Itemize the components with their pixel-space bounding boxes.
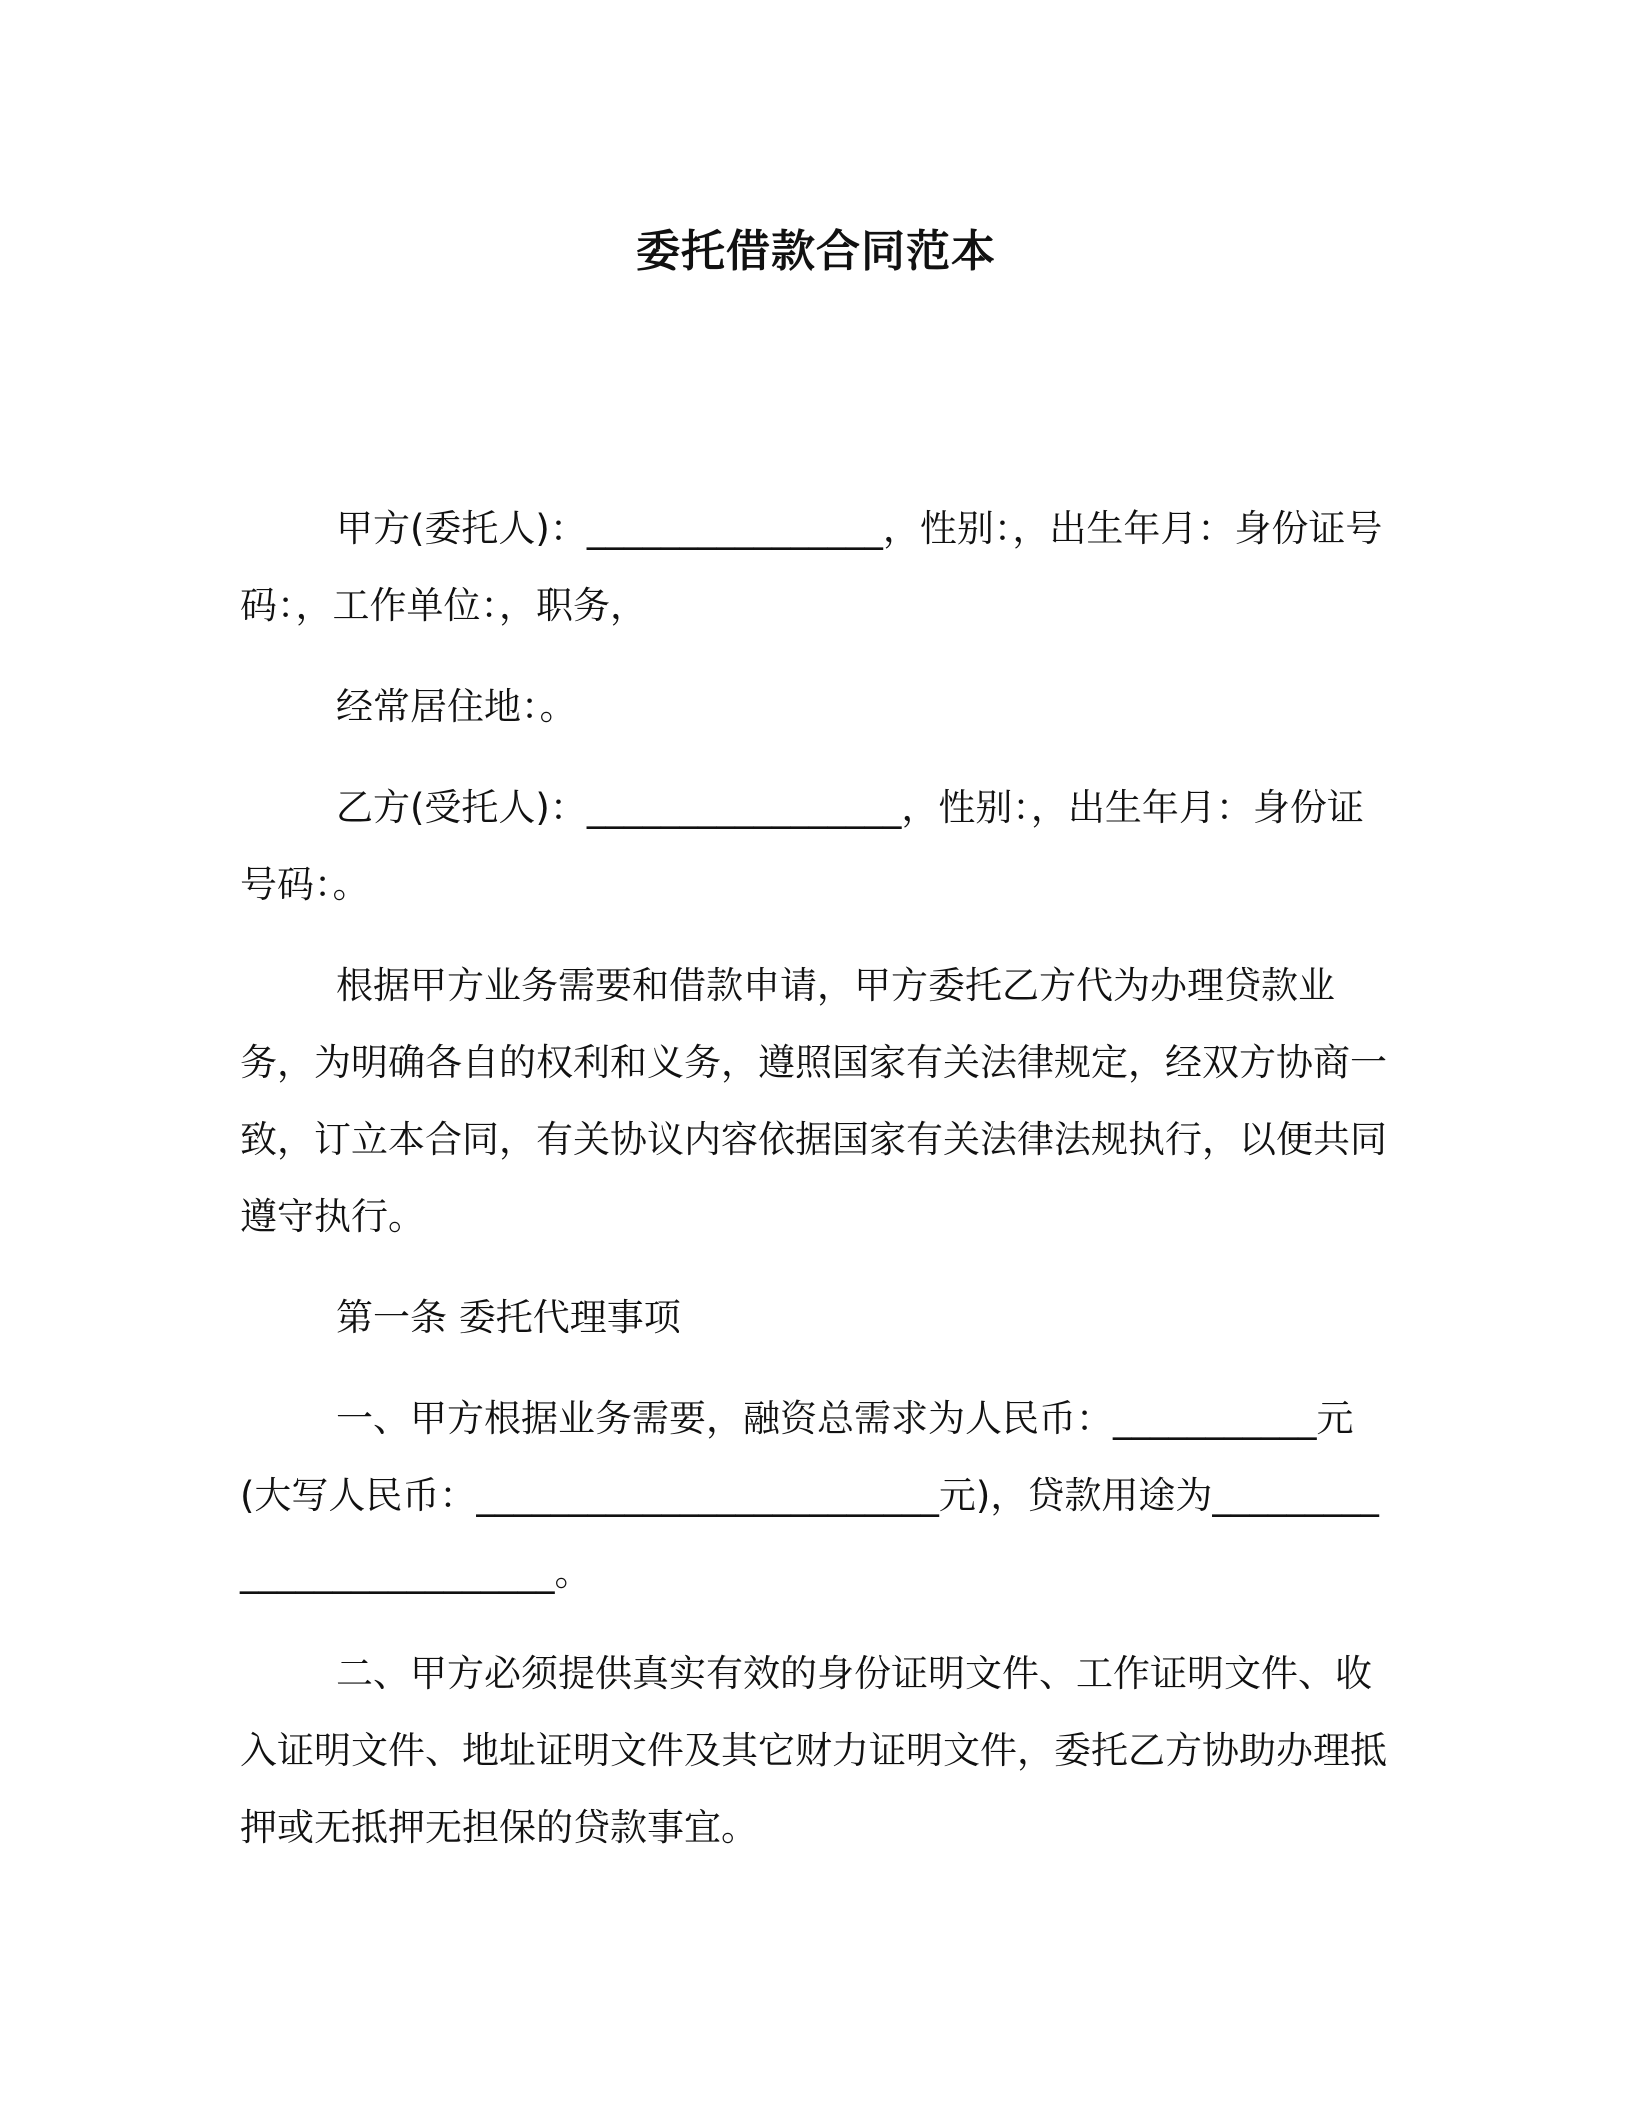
preamble-paragraph: 根据甲方业务需要和借款申请，甲方委托乙方代为办理贷款业务，为明确各自的权利和义务，遵照国家有关法律规定，经双方协商一致，订立本合同，有关协议内容依据国家有关法律法规执行，以便共同遵守执行。 [240,964,1387,1238]
party-a-info: 甲方(委托人)：________________，性别：，出生年月：身份证号码：，工作单位：，职务， [240,507,1383,627]
article-one-heading: 第一条 委托代理事项 [336,1296,681,1339]
document-body [240,490,1390,1866]
clause-two: 二、甲方必须提供真实有效的身份证明文件、工作证明文件、收入证明文件、地址证明文件及其它财力证明文件，委托乙方协助办理抵押或无抵押无担保的贷款事宜。 [240,1652,1387,1849]
party-b-info: 乙方(受托人)：_________________，性别：，出生年月：身份证号码：。 [240,786,1364,906]
clause-one: 一、甲方根据业务需要，融资总需求为人民币：___________元(大写人民币：_________________________元)，贷款用途为__________________________。 [240,1397,1379,1594]
document-title: 委托借款合同范本 [636,226,996,277]
party-a-residence: 经常居住地：。 [336,685,577,728]
